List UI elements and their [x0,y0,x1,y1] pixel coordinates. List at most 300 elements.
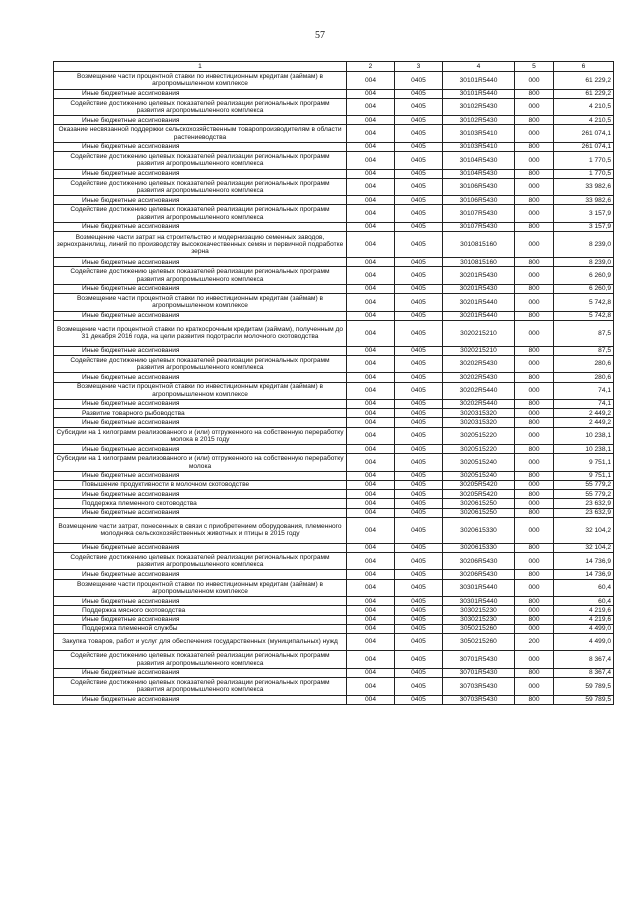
row-code-cell: 004 [347,499,395,508]
row-code-cell: 0405 [395,400,443,409]
row-code-cell: 004 [347,373,395,382]
row-name-cell: Поддержка племенного скотоводства [54,499,347,508]
row-code-cell: 0405 [395,606,443,615]
row-amount-cell: 8 367,4 [554,668,614,677]
row-code-cell: 004 [347,222,395,231]
row-code-cell: 800 [515,169,554,178]
row-code-cell: 3020315320 [443,409,515,418]
row-name-cell: Иные бюджетные ассигнования [54,400,347,409]
row-amount-cell: 55 779,2 [554,481,614,490]
row-code-cell: 004 [347,89,395,98]
table-row [54,695,614,704]
table-row [54,98,614,116]
table-row [54,72,614,90]
table-row [54,579,614,597]
table-row [54,196,614,205]
row-code-cell: 004 [347,695,395,704]
row-name-cell: Закупка товаров, работ и услуг для обеспечения государственных (муниципальных) нужд [54,633,347,651]
row-code-cell: 30202R5440 [443,382,515,400]
row-code-cell: 004 [347,678,395,696]
row-amount-cell: 280,6 [554,373,614,382]
row-code-cell: 30202R5440 [443,400,515,409]
row-code-cell: 004 [347,597,395,606]
row-name-cell: Иные бюджетные ассигнования [54,284,347,293]
row-code-cell: 800 [515,311,554,320]
row-code-cell: 004 [347,400,395,409]
row-name-cell: Возмещение части процентной ставки по инвестиционным кредитам (займам) в агропромышленном комплексе [54,382,347,400]
row-code-cell: 0405 [395,125,443,143]
row-code-cell: 30101R5440 [443,89,515,98]
table-row [54,624,614,633]
row-code-cell: 0405 [395,409,443,418]
row-code-cell: 004 [347,311,395,320]
row-name-cell: Иные бюджетные ассигнования [54,142,347,151]
column-header: 2 [347,62,395,72]
row-code-cell: 3020315320 [443,418,515,427]
row-code-cell: 30201R5430 [443,267,515,285]
row-code-cell: 0405 [395,499,443,508]
table-row [54,409,614,418]
column-header: 6 [554,62,614,72]
table-row [54,508,614,517]
row-code-cell: 30201R5440 [443,294,515,312]
row-name-cell: Возмещение части процентной ставки по инвестиционным кредитам (займам) в агропромышленном комплексе [54,72,347,90]
row-name-cell: Иные бюджетные ассигнования [54,445,347,454]
row-code-cell: 000 [515,232,554,258]
table-row [54,552,614,570]
row-code-cell: 004 [347,267,395,285]
row-code-cell: 30103R5410 [443,142,515,151]
row-code-cell: 30703R5430 [443,695,515,704]
table-row [54,125,614,143]
row-name-cell: Содействие достижению целевых показателей реализации региональных программ развития агропромышленного комплекса [54,552,347,570]
row-amount-cell: 61 229,2 [554,89,614,98]
row-code-cell: 0405 [395,98,443,116]
row-name-cell: Иные бюджетные ассигнования [54,508,347,517]
column-header: 5 [515,62,554,72]
row-amount-cell: 3 157,9 [554,222,614,231]
row-code-cell: 004 [347,169,395,178]
row-code-cell: 3050215260 [443,633,515,651]
table-row [54,284,614,293]
row-code-cell: 000 [515,294,554,312]
row-amount-cell: 74,1 [554,382,614,400]
row-amount-cell: 4 210,5 [554,98,614,116]
row-code-cell: 0405 [395,373,443,382]
row-code-cell: 800 [515,196,554,205]
row-amount-cell: 261 074,1 [554,125,614,143]
row-code-cell: 0405 [395,382,443,400]
row-code-cell: 0405 [395,152,443,170]
row-code-cell: 800 [515,258,554,267]
table-row [54,651,614,669]
row-code-cell: 0405 [395,668,443,677]
row-amount-cell: 14 736,9 [554,570,614,579]
row-code-cell: 0405 [395,232,443,258]
table-row [54,445,614,454]
row-code-cell: 30106R5430 [443,178,515,196]
table-row [54,205,614,223]
table-row [54,222,614,231]
row-code-cell: 3010815160 [443,232,515,258]
row-amount-cell: 6 260,9 [554,267,614,285]
row-amount-cell: 5 742,8 [554,294,614,312]
table-row [54,454,614,472]
row-amount-cell: 3 157,9 [554,205,614,223]
row-name-cell: Содействие достижению целевых показателей реализации региональных программ развития агропромышленного комплекса [54,178,347,196]
table-row [54,427,614,445]
row-code-cell: 000 [515,624,554,633]
row-name-cell: Иные бюджетные ассигнования [54,615,347,624]
table-row [54,152,614,170]
column-header: 4 [443,62,515,72]
row-code-cell: 800 [515,418,554,427]
row-code-cell: 004 [347,232,395,258]
row-code-cell: 000 [515,72,554,90]
row-name-cell: Оказание несвязанной поддержки сельскохозяйственным товаропроизводителям в области растениеводства [54,125,347,143]
row-code-cell: 004 [347,427,395,445]
row-name-cell: Иные бюджетные ассигнования [54,668,347,677]
row-code-cell: 3020615250 [443,508,515,517]
row-code-cell: 0405 [395,169,443,178]
row-code-cell: 004 [347,481,395,490]
table-row [54,355,614,373]
row-name-cell: Содействие достижению целевых показателей реализации региональных программ развития агропромышленного комплекса [54,205,347,223]
row-code-cell: 000 [515,517,554,543]
row-code-cell: 0405 [395,142,443,151]
row-code-cell: 30102R5430 [443,98,515,116]
row-amount-cell: 59 789,5 [554,678,614,696]
table-row [54,400,614,409]
row-code-cell: 004 [347,490,395,499]
row-code-cell: 0405 [395,418,443,427]
row-code-cell: 3030215230 [443,615,515,624]
row-code-cell: 3010815160 [443,258,515,267]
row-code-cell: 0405 [395,471,443,480]
row-name-cell: Иные бюджетные ассигнования [54,311,347,320]
row-code-cell: 004 [347,454,395,472]
row-amount-cell: 23 632,9 [554,499,614,508]
row-code-cell: 004 [347,552,395,570]
table-row [54,597,614,606]
row-code-cell: 800 [515,142,554,151]
row-code-cell: 0405 [395,178,443,196]
row-amount-cell: 9 751,1 [554,471,614,480]
row-amount-cell: 61 229,2 [554,72,614,90]
row-code-cell: 004 [347,445,395,454]
row-code-cell: 30201R5430 [443,284,515,293]
column-header: 3 [395,62,443,72]
row-amount-cell: 6 260,9 [554,284,614,293]
row-amount-cell: 261 074,1 [554,142,614,151]
row-code-cell: 0405 [395,445,443,454]
row-code-cell: 30107R5430 [443,222,515,231]
row-code-cell: 30106R5430 [443,196,515,205]
row-name-cell: Содействие достижению целевых показателей реализации региональных программ развития агропромышленного комплекса [54,678,347,696]
row-code-cell: 000 [515,427,554,445]
row-code-cell: 3020615250 [443,499,515,508]
row-code-cell: 30301R5440 [443,597,515,606]
row-code-cell: 004 [347,196,395,205]
table-row [54,418,614,427]
row-code-cell: 0405 [395,624,443,633]
row-amount-cell: 14 736,9 [554,552,614,570]
row-code-cell: 000 [515,552,554,570]
table-row [54,668,614,677]
row-code-cell: 800 [515,570,554,579]
row-code-cell: 30104R5430 [443,152,515,170]
row-code-cell: 0405 [395,355,443,373]
row-amount-cell: 1 770,5 [554,152,614,170]
row-code-cell: 30102R5430 [443,116,515,125]
row-amount-cell: 8 367,4 [554,651,614,669]
row-code-cell: 800 [515,89,554,98]
row-amount-cell: 10 238,1 [554,427,614,445]
row-name-cell: Субсидии на 1 килограмм реализованного и (или) отгруженного на собственную переработку молока в 2015 году [54,427,347,445]
row-code-cell: 004 [347,72,395,90]
row-code-cell: 0405 [395,205,443,223]
row-code-cell: 0405 [395,615,443,624]
row-amount-cell: 60,4 [554,579,614,597]
row-code-cell: 004 [347,624,395,633]
row-code-cell: 0405 [395,508,443,517]
row-amount-cell: 2 449,2 [554,409,614,418]
row-amount-cell: 2 449,2 [554,418,614,427]
row-amount-cell: 32 104,2 [554,517,614,543]
row-name-cell: Поддержка мясного скотоводства [54,606,347,615]
table-row [54,570,614,579]
row-code-cell: 0405 [395,427,443,445]
row-name-cell: Содействие достижению целевых показателей реализации региональных программ развития агропромышленного комплекса [54,355,347,373]
row-code-cell: 004 [347,258,395,267]
row-code-cell: 004 [347,142,395,151]
row-code-cell: 000 [515,205,554,223]
table-row [54,678,614,696]
row-code-cell: 000 [515,651,554,669]
table-row [54,382,614,400]
row-name-cell: Иные бюджетные ассигнования [54,258,347,267]
row-amount-cell: 87,5 [554,320,614,346]
row-code-cell: 30103R5410 [443,125,515,143]
row-code-cell: 200 [515,633,554,651]
row-name-cell: Возмещение части затрат на строительство и модернизацию семенных заводов, зернохранилищ, линий по производству высококачественных семян и первичной подработке зерна [54,232,347,258]
row-code-cell: 0405 [395,267,443,285]
table-row [54,373,614,382]
row-code-cell: 0405 [395,552,443,570]
row-code-cell: 800 [515,508,554,517]
row-amount-cell: 280,6 [554,355,614,373]
table-row [54,258,614,267]
row-code-cell: 800 [515,543,554,552]
row-code-cell: 0405 [395,284,443,293]
row-code-cell: 000 [515,320,554,346]
table-row [54,267,614,285]
row-code-cell: 30206R5430 [443,570,515,579]
row-code-cell: 0405 [395,89,443,98]
table-row [54,471,614,480]
row-code-cell: 004 [347,125,395,143]
column-header: 1 [54,62,347,72]
row-code-cell: 30301R5440 [443,579,515,597]
row-code-cell: 0405 [395,695,443,704]
row-code-cell: 000 [515,125,554,143]
row-name-cell: Повышение продуктивности в молочном скотоводстве [54,481,347,490]
row-amount-cell: 10 238,1 [554,445,614,454]
row-code-cell: 004 [347,284,395,293]
row-amount-cell: 4 219,6 [554,615,614,624]
row-code-cell: 30202R5430 [443,355,515,373]
page-number: 57 [315,30,325,41]
table-row [54,116,614,125]
row-code-cell: 800 [515,615,554,624]
row-code-cell: 000 [515,409,554,418]
row-code-cell: 3030215230 [443,606,515,615]
row-code-cell: 800 [515,445,554,454]
row-amount-cell: 4 219,6 [554,606,614,615]
row-code-cell: 004 [347,178,395,196]
row-amount-cell: 33 982,6 [554,196,614,205]
row-amount-cell: 87,5 [554,346,614,355]
row-name-cell: Иные бюджетные ассигнования [54,196,347,205]
row-code-cell: 004 [347,409,395,418]
row-code-cell: 3020515240 [443,454,515,472]
row-code-cell: 800 [515,284,554,293]
row-code-cell: 3020215210 [443,346,515,355]
row-code-cell: 000 [515,267,554,285]
row-name-cell: Содействие достижению целевых показателей реализации региональных программ развития агропромышленного комплекса [54,98,347,116]
table-body [54,72,614,705]
row-code-cell: 004 [347,543,395,552]
row-code-cell: 0405 [395,481,443,490]
row-code-cell: 30703R5430 [443,678,515,696]
row-code-cell: 004 [347,471,395,480]
row-code-cell: 0405 [395,311,443,320]
row-code-cell: 0405 [395,258,443,267]
row-code-cell: 004 [347,508,395,517]
row-code-cell: 800 [515,695,554,704]
row-amount-cell: 60,4 [554,597,614,606]
row-name-cell: Иные бюджетные ассигнования [54,222,347,231]
row-code-cell: 0405 [395,579,443,597]
row-code-cell: 004 [347,606,395,615]
row-code-cell: 800 [515,346,554,355]
row-code-cell: 0405 [395,454,443,472]
row-code-cell: 004 [347,633,395,651]
row-amount-cell: 8 239,0 [554,258,614,267]
row-name-cell: Иные бюджетные ассигнования [54,418,347,427]
row-code-cell: 000 [515,579,554,597]
row-code-cell: 800 [515,471,554,480]
row-code-cell: 0405 [395,346,443,355]
row-code-cell: 30202R5430 [443,373,515,382]
row-code-cell: 004 [347,517,395,543]
row-name-cell: Содействие достижению целевых показателей реализации региональных программ развития агропромышленного комплекса [54,152,347,170]
row-code-cell: 0405 [395,294,443,312]
row-amount-cell: 5 742,8 [554,311,614,320]
table-row [54,89,614,98]
row-code-cell: 0405 [395,678,443,696]
row-code-cell: 004 [347,294,395,312]
row-code-cell: 004 [347,615,395,624]
row-code-cell: 30701R5430 [443,668,515,677]
row-amount-cell: 55 779,2 [554,490,614,499]
row-name-cell: Иные бюджетные ассигнования [54,543,347,552]
row-amount-cell: 74,1 [554,400,614,409]
table-row [54,615,614,624]
row-name-cell: Иные бюджетные ассигнования [54,346,347,355]
row-code-cell: 30107R5430 [443,205,515,223]
row-name-cell: Поддержка племенной службы [54,624,347,633]
row-code-cell: 000 [515,454,554,472]
row-code-cell: 30201R5440 [443,311,515,320]
row-code-cell: 3050215260 [443,624,515,633]
row-name-cell: Иные бюджетные ассигнования [54,597,347,606]
row-amount-cell: 23 632,9 [554,508,614,517]
table-header-row [54,62,614,72]
row-amount-cell: 33 982,6 [554,178,614,196]
row-name-cell: Иные бюджетные ассигнования [54,570,347,579]
row-name-cell: Возмещение части процентной ставки по инвестиционным кредитам (займам) в агропромышленном комплексе [54,294,347,312]
row-amount-cell: 32 104,2 [554,543,614,552]
table-row [54,499,614,508]
row-code-cell: 30206R5430 [443,552,515,570]
row-name-cell: Иные бюджетные ассигнования [54,373,347,382]
row-name-cell: Содействие достижению целевых показателей реализации региональных программ развития агропромышленного комплекса [54,267,347,285]
row-code-cell: 004 [347,116,395,125]
row-code-cell: 3020515220 [443,445,515,454]
row-code-cell: 0405 [395,196,443,205]
row-code-cell: 004 [347,651,395,669]
row-code-cell: 0405 [395,222,443,231]
row-code-cell: 30205R5420 [443,490,515,499]
row-code-cell: 0405 [395,490,443,499]
row-amount-cell: 4 210,5 [554,116,614,125]
row-code-cell: 30101R5440 [443,72,515,90]
row-name-cell: Возмещение части процентной ставки по краткосрочным кредитам (займам), полученным до 31 декабря 2016 года, на цели развития подотрасли молочного скотоводства [54,320,347,346]
row-code-cell: 004 [347,205,395,223]
row-code-cell: 004 [347,346,395,355]
row-code-cell: 30104R5430 [443,169,515,178]
table-row [54,481,614,490]
row-code-cell: 800 [515,597,554,606]
row-name-cell: Иные бюджетные ассигнования [54,490,347,499]
row-code-cell: 3020615330 [443,543,515,552]
table-row [54,142,614,151]
row-name-cell: Иные бюджетные ассигнования [54,695,347,704]
row-name-cell: Субсидии на 1 килограмм реализованного и (или) отгруженного на собственную переработку молока [54,454,347,472]
table-row [54,517,614,543]
row-code-cell: 000 [515,152,554,170]
row-code-cell: 3020515220 [443,427,515,445]
row-code-cell: 3020615330 [443,517,515,543]
row-code-cell: 0405 [395,517,443,543]
row-code-cell: 004 [347,98,395,116]
row-name-cell: Иные бюджетные ассигнования [54,89,347,98]
table-row [54,232,614,258]
row-code-cell: 800 [515,116,554,125]
row-code-cell: 800 [515,668,554,677]
table-row [54,294,614,312]
table-row [54,606,614,615]
row-code-cell: 004 [347,418,395,427]
row-code-cell: 004 [347,382,395,400]
budget-table [53,61,614,705]
table-row [54,320,614,346]
row-code-cell: 000 [515,98,554,116]
table-row [54,311,614,320]
table-row [54,490,614,499]
row-code-cell: 0405 [395,116,443,125]
